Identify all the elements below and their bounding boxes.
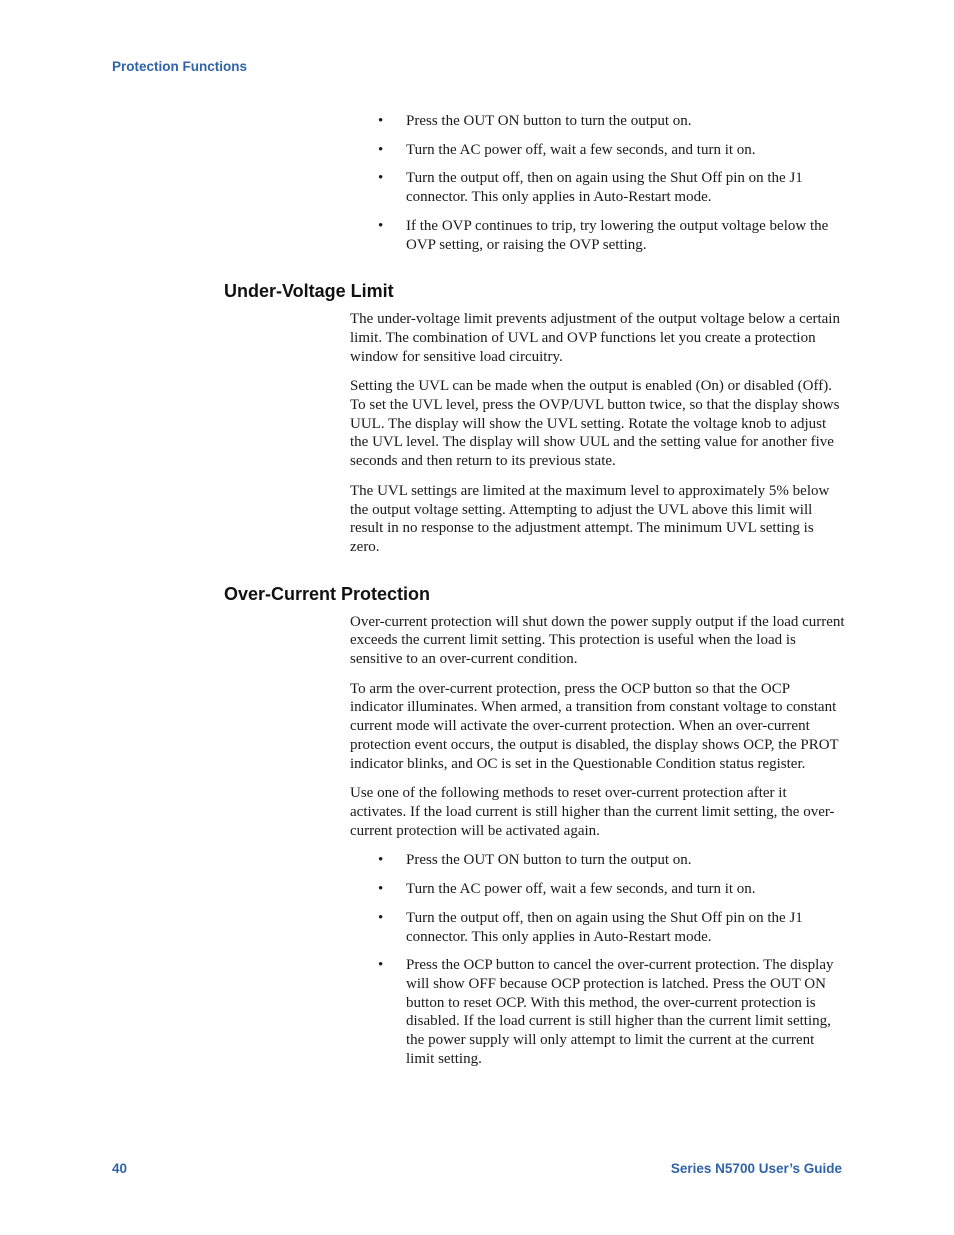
list-item: • If the OVP continues to trip, try lowering the output voltage below the OVP setting, or raising the OVP setting. (406, 217, 845, 254)
guide-title: Series N5700 User’s Guide (670, 1161, 842, 1176)
section-heading-uvl: Under-Voltage Limit (224, 281, 394, 302)
paragraph: The UVL settings are limited at the maximum level to approximately 5% below the output voltage setting. Attempting to adjust the UVL above this limit will result in no response to the adjustment attempt. The minimum UVL setting is zero. (350, 482, 830, 555)
list-item: • Press the OUT ON button to turn the output on. (406, 851, 845, 870)
paragraph: Setting the UVL can be made when the output is enabled (On) or disabled (Off). To set the UVL level, press the OVP/UVL button twice, so that the display shows UUL. The display will show the UVL setting. Rotate the voltage knob to adjust the UVL level. The display will show UUL and the setting value for another five seconds and then return to its previous state. (350, 378, 840, 470)
paragraph: The under-voltage limit prevents adjustment of the output voltage below a certain limit. The combination of UVL and OVP functions let you create a protection window for sensitive load circuitry. (350, 311, 840, 365)
ocp-reset-list (350, 851, 845, 1068)
list-item: • Turn the output off, then on again using the Shut Off pin on the J1 connector. This only applies in Auto-Restart mode. (406, 909, 845, 946)
list-item: • Press the OUT ON button to turn the output on. (406, 112, 845, 131)
list-item: • Press the OCP button to cancel the over-current protection. The display will show OFF because OCP protection is latched. Press the OUT ON button to reset OCP. With this method, the over-current protection is disabled. If the load current is still higher than the current limit setting, the power supply will only attempt to limit the current at the current limit setting. (406, 956, 845, 1068)
list-item: • Turn the AC power off, wait a few seconds, and turn it on. (406, 141, 845, 160)
section-heading-ocp: Over-Current Protection (224, 583, 431, 604)
page-number: 40 (112, 1161, 128, 1176)
paragraph: Use one of the following methods to reset over-current protection after it activates. If the load current is still higher than the current limit setting, the over-current protection will be activated again. (350, 785, 835, 839)
ovp-reset-list (350, 112, 845, 254)
paragraph: To arm the over-current protection, press the OCP button so that the OCP indicator illuminates. When armed, a transition from constant voltage to constant current mode will activate the over-current protection. When an over-current protection event occurs, the output is disabled, the display shows OCP, the PROT indicator blinks, and OC is set in the Questionable Condition status register. (350, 680, 839, 772)
paragraph: Over-current protection will shut down the power supply output if the load current exceeds the current limit setting. This protection is useful when the load is sensitive to an over-current condition. (350, 613, 845, 668)
running-header: Protection Functions (112, 59, 247, 74)
list-item: • Turn the AC power off, wait a few seconds, and turn it on. (406, 880, 845, 899)
page-content (224, 112, 845, 1078)
list-item: • Turn the output off, then on again using the Shut Off pin on the J1 connector. This only applies in Auto-Restart mode. (406, 169, 845, 206)
